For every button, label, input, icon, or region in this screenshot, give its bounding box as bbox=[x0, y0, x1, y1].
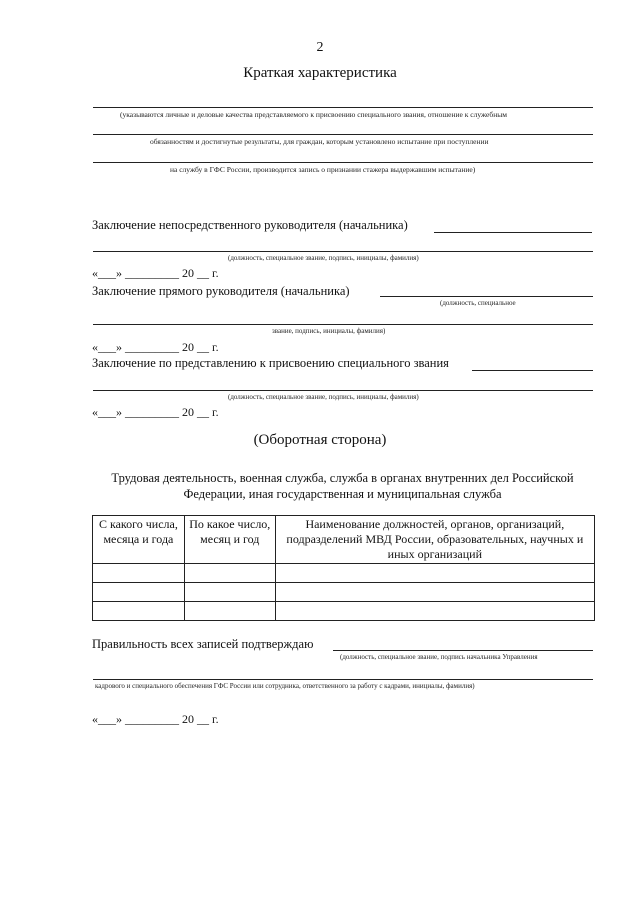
confirmation-label: Правильность всех записей подтверждаю bbox=[92, 637, 314, 651]
confirmation-date[interactable]: «___» _________ 20 __ г. bbox=[92, 712, 219, 726]
confirmation-caption-part1: (должность, специальное звание, подпись начальника Управления bbox=[340, 653, 538, 661]
confirmation-caption-part2: кадрового и специального обеспечения ГФС России или сотрудника, ответственного за работу с кадрами, инициалы, фамилия) bbox=[95, 682, 475, 690]
characteristic-hint-3: на службу в ГФС России, производится запись о признании стажера выдержавшим испытание) bbox=[170, 165, 476, 174]
work-history-table bbox=[92, 515, 595, 621]
column-header-to: По какое число, месяц и год bbox=[184, 516, 275, 564]
characteristic-line-1[interactable] bbox=[93, 107, 593, 108]
table-cell-to[interactable] bbox=[184, 602, 275, 621]
table-header-row bbox=[93, 516, 595, 564]
table-row bbox=[93, 583, 595, 602]
confirmation-signature-line[interactable] bbox=[93, 679, 593, 680]
table-row bbox=[93, 564, 595, 583]
table-cell-position[interactable] bbox=[275, 602, 594, 621]
characteristic-hint-2: обязанностям и достигнутые результаты, для граждан, которым установлено испытание при поступлении bbox=[150, 137, 489, 146]
table-cell-from[interactable] bbox=[93, 564, 185, 583]
direct-supervisor-signature-line[interactable] bbox=[93, 251, 593, 252]
immediate-supervisor-caption-part2: звание, подпись, инициалы, фамилия) bbox=[272, 327, 386, 335]
table-row bbox=[93, 602, 595, 621]
reverse-side-title: (Оборотная сторона) bbox=[253, 432, 387, 448]
table-cell-position[interactable] bbox=[275, 564, 594, 583]
direct-supervisor-signature-caption: (должность, специальное звание, подпись, инициалы, фамилия) bbox=[228, 254, 419, 262]
page-number: 2 bbox=[316, 40, 324, 55]
immediate-supervisor-date[interactable]: «___» _________ 20 __ г. bbox=[92, 340, 219, 354]
direct-supervisor-conclusion-label: Заключение непосредственного руководителя (начальника) bbox=[92, 218, 408, 232]
rank-submission-date[interactable]: «___» _________ 20 __ г. bbox=[92, 405, 219, 419]
immediate-supervisor-conclusion-label: Заключение прямого руководителя (начальника) bbox=[92, 284, 350, 298]
characteristic-hint-1: (указываются личные и деловые качества представляемого к присвоению специального звания, отношение к служебным bbox=[120, 110, 507, 119]
immediate-supervisor-signature-line[interactable] bbox=[93, 324, 593, 325]
immediate-supervisor-caption-part1: (должность, специальное bbox=[440, 299, 516, 307]
rank-submission-signature-caption: (должность, специальное звание, подпись, инициалы, фамилия) bbox=[228, 393, 419, 401]
immediate-supervisor-conclusion-field[interactable] bbox=[380, 296, 593, 297]
direct-supervisor-date[interactable]: «___» _________ 20 __ г. bbox=[92, 266, 219, 280]
confirmation-signature-field[interactable] bbox=[333, 650, 593, 651]
column-header-positions: Наименование должностей, органов, организаций, подразделений МВД России, образовательных, научных и иных организаций bbox=[275, 516, 594, 564]
table-cell-from[interactable] bbox=[93, 583, 185, 602]
table-cell-from[interactable] bbox=[93, 602, 185, 621]
characteristic-line-3[interactable] bbox=[93, 162, 593, 163]
table-cell-position[interactable] bbox=[275, 583, 594, 602]
rank-submission-signature-line[interactable] bbox=[93, 390, 593, 391]
page-title: Краткая характеристика bbox=[243, 65, 397, 81]
rank-submission-conclusion-label: Заключение по представлению к присвоению специального звания bbox=[92, 356, 449, 370]
table-cell-to[interactable] bbox=[184, 564, 275, 583]
characteristic-line-2[interactable] bbox=[93, 134, 593, 135]
rank-submission-conclusion-field[interactable] bbox=[472, 370, 593, 371]
work-history-heading: Трудовая деятельность, военная служба, служба в органах внутренних дел Российской Федерации, иная государственная и муниципальная служба bbox=[111, 471, 574, 501]
column-header-from: С какого числа, месяца и года bbox=[93, 516, 185, 564]
table-cell-to[interactable] bbox=[184, 583, 275, 602]
direct-supervisor-conclusion-field[interactable] bbox=[434, 232, 592, 233]
